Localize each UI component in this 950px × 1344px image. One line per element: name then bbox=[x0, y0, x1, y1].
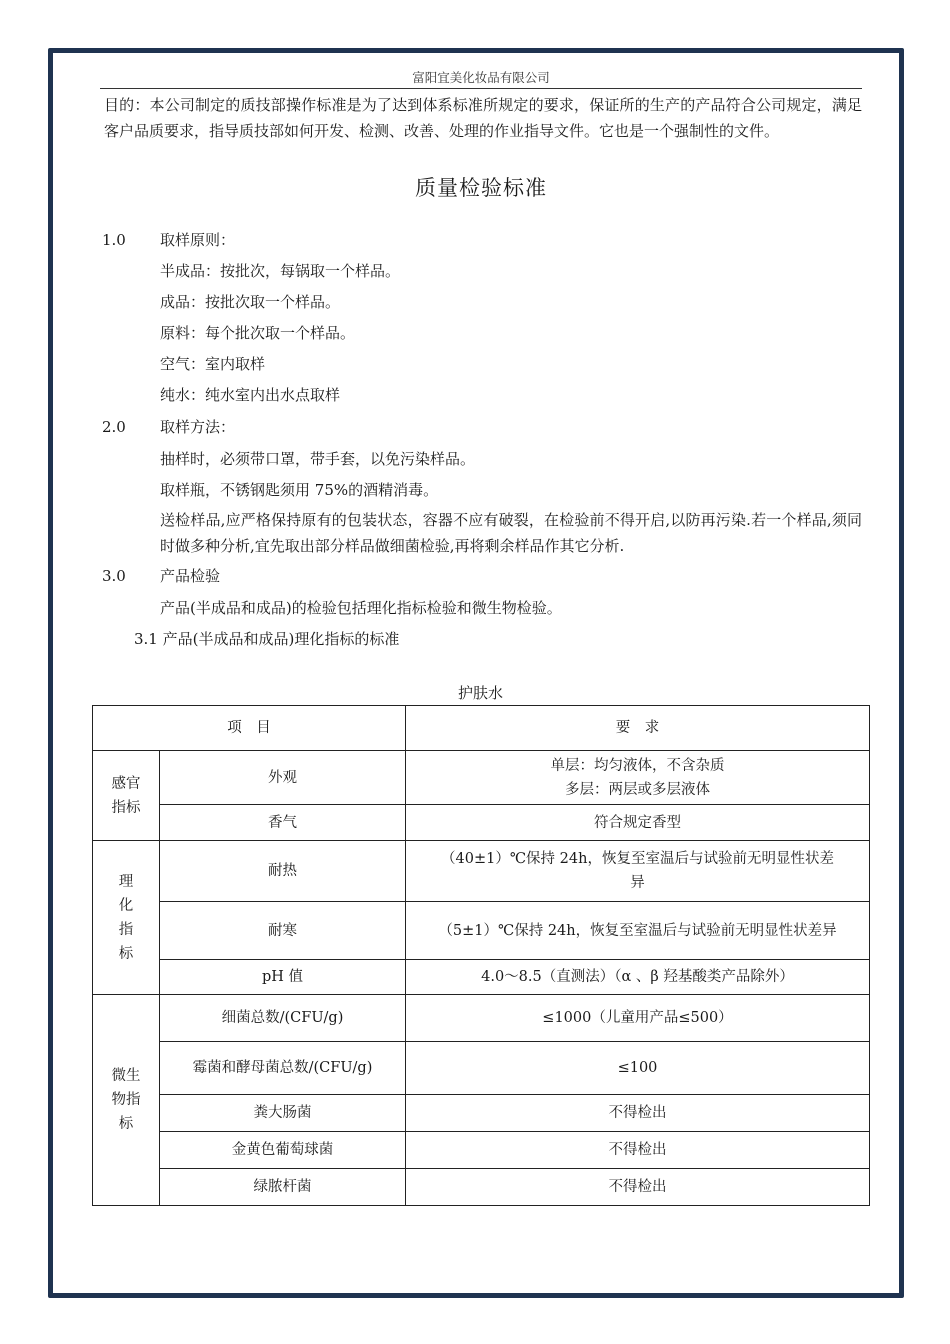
category-label: 化 bbox=[118, 897, 134, 914]
section-1-item: 空气：室内取样 bbox=[160, 355, 266, 373]
table-header-row bbox=[93, 706, 870, 751]
item-cell: 绿脓杆菌 bbox=[160, 1169, 406, 1206]
requirement-line: 单层：均匀液体，不含杂质 bbox=[550, 757, 725, 774]
requirement-line: 异 bbox=[630, 875, 645, 891]
page-title: 质量检验标准 bbox=[415, 176, 547, 200]
section-1-item: 纯水：纯水室内出水点取样 bbox=[160, 386, 341, 404]
table-row bbox=[93, 1042, 870, 1095]
category-label: 标 bbox=[118, 1116, 134, 1132]
category-label: 指标 bbox=[111, 799, 141, 816]
item-cell: 香气 bbox=[160, 805, 406, 841]
section-2-item: 送检样品,应严格保持原有的包装状态，容器不应有破裂，在检验前不得开启,以防再污染.若一个样品,须同时做多种分析,宜先取出部分样品做细菌检验,再将剩余样品作其它分析. bbox=[160, 511, 862, 555]
category-cell bbox=[93, 751, 160, 841]
section-3-title: 产品检验 bbox=[160, 567, 221, 585]
requirement-cell bbox=[406, 751, 870, 805]
category-label: 微生 bbox=[111, 1068, 141, 1084]
category-cell bbox=[93, 841, 160, 995]
table-row bbox=[93, 1095, 870, 1132]
section-2-item: 取样瓶，不锈钢匙须用 75%的酒精消毒。 bbox=[160, 481, 439, 499]
item-cell: pH 值 bbox=[160, 960, 406, 995]
section-1-title: 取样原则： bbox=[160, 231, 236, 249]
item-cell: 耐热 bbox=[160, 841, 406, 902]
category-label: 物指 bbox=[111, 1092, 141, 1108]
requirement-cell: 符合规定香型 bbox=[406, 805, 870, 841]
category-label: 感官 bbox=[111, 775, 141, 792]
header-requirement-cell: 要 求 bbox=[406, 706, 870, 751]
category-label: 标 bbox=[118, 945, 134, 962]
section-2-title: 取样方法： bbox=[160, 418, 236, 436]
category-cell bbox=[93, 995, 160, 1206]
header-item-cell: 项 目 bbox=[93, 706, 406, 751]
section-3-number: 3.0 bbox=[102, 567, 126, 585]
table-row bbox=[93, 1132, 870, 1169]
requirement-cell: ≤1000（儿童用产品≤500） bbox=[406, 995, 870, 1042]
item-cell: 外观 bbox=[160, 751, 406, 805]
section-1-item: 成品：按批次取一个样品。 bbox=[160, 293, 341, 311]
table-row bbox=[93, 751, 870, 805]
item-cell: 粪大肠菌 bbox=[160, 1095, 406, 1132]
requirement-cell: ≤100 bbox=[406, 1042, 870, 1095]
requirement-cell: 4.0～8.5（直测法）（α 、β 羟基酸类产品除外） bbox=[406, 960, 870, 995]
requirement-line: 多层：两层或多层液体 bbox=[565, 781, 710, 798]
category-label: 指 bbox=[118, 921, 134, 938]
section-1-item: 原料：每个批次取一个样品。 bbox=[160, 324, 356, 342]
section-3-1-heading: 3.1 产品(半成品和成品)理化指标的标准 bbox=[134, 630, 400, 648]
table-caption: 护肤水 bbox=[457, 684, 503, 702]
item-cell: 金黄色葡萄球菌 bbox=[160, 1132, 406, 1169]
item-cell: 耐寒 bbox=[160, 902, 406, 960]
section-1-number: 1.0 bbox=[102, 231, 126, 249]
table-row bbox=[93, 995, 870, 1042]
section-2-item: 抽样时，必须带口罩，带手套，以免污染样品。 bbox=[160, 450, 476, 468]
section-3-intro: 产品(半成品和成品)的检验包括理化指标检验和微生物检验。 bbox=[160, 599, 562, 617]
item-cell: 霉菌和酵母菌总数/(CFU/g) bbox=[160, 1042, 406, 1095]
requirement-cell: 不得检出 bbox=[406, 1169, 870, 1206]
table-row bbox=[93, 902, 870, 960]
table-row bbox=[93, 841, 870, 902]
table-row bbox=[93, 1169, 870, 1206]
requirement-cell: 不得检出 bbox=[406, 1095, 870, 1132]
section-2-number: 2.0 bbox=[102, 418, 126, 436]
company-header: 富阳宜美化妆品有限公司 bbox=[100, 70, 862, 89]
item-cell: 细菌总数/(CFU/g) bbox=[160, 995, 406, 1042]
requirement-line: （40±1）℃保持 24h，恢复至室温后与试验前无明显性状差 bbox=[441, 851, 834, 867]
category-label: 理 bbox=[118, 873, 134, 890]
spec-table bbox=[92, 705, 870, 1206]
table-row bbox=[93, 960, 870, 995]
requirement-cell bbox=[406, 841, 870, 902]
purpose-paragraph: 目的：本公司制定的质技部操作标准是为了达到体系标准所规定的要求，保证所的生产的产品符合公司规定，满足客户品质要求，指导质技部如何开发、检测、改善、处理的作业指导文件。它也是一个强制性的文件。 bbox=[104, 96, 862, 140]
table-row bbox=[93, 805, 870, 841]
section-1-item: 半成品：按批次，每锅取一个样品。 bbox=[160, 262, 401, 280]
requirement-cell: 不得检出 bbox=[406, 1132, 870, 1169]
requirement-cell: （5±1）℃保持 24h，恢复至室温后与试验前无明显性状差异 bbox=[406, 902, 870, 960]
